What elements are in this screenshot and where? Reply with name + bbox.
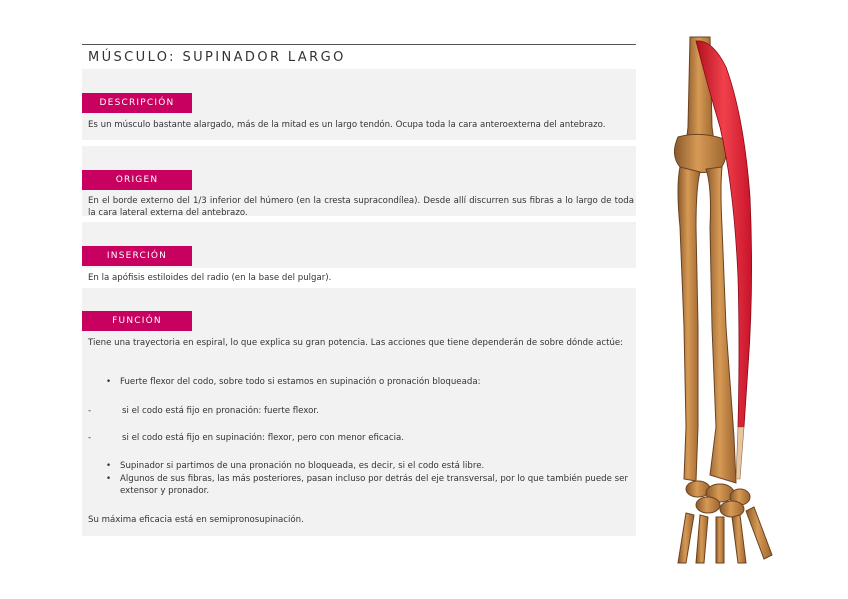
funcion-bullet-supinador-text: Supinador si partimos de una pronación no bloqueada, es decir, si el codo está libre. [120,461,485,471]
funcion-dash-pronacion [88,406,634,418]
funcion-bullet-flexor [104,377,634,389]
funcion-bullet-extensor [104,474,634,497]
forearm-svg [640,27,787,565]
funcion-dash-supinacion [88,433,634,445]
funcion-bullet-extensor-text: Algunos de sus fibras, las más posteriores, pasan incluso por detrás del eje transversal, por lo que también puede ser extensor y pronador. [120,474,628,496]
brachioradialis-tendon [736,427,744,479]
funcion-bullet-supinador [104,461,634,473]
funcion-dash-pronacion-text: si el codo está fijo en pronación: fuerte flexor. [122,406,319,416]
funcion-intro: Tiene una trayectoria en espiral, lo que explica su gran potencia. Las acciones que tiene dependerán de sobre dónde actúe: [88,338,624,348]
insercion-text: En la apófisis estiloides del radio (en la base del pulgar). [88,273,332,283]
forearm-illustration [640,27,787,565]
radius-bone [706,167,736,483]
muscle-sheet [82,44,636,536]
bullet-icon: • [106,474,112,484]
elbow-joint [674,134,726,172]
funcion-dash-supinacion-text: si el codo está fijo en supinación: flexor, pero con menor eficacia. [122,433,405,443]
carpal-bones [686,481,750,517]
section-label-insercion: INSERCIÓN [82,246,192,266]
title-rule [82,44,636,45]
funcion-closing: Su máxima eficacia está en semipronosupinación. [88,515,304,525]
dash-icon: - [88,406,92,416]
ulna-bone [678,167,700,481]
origen-text: En el borde externo del 1/3 inferior del húmero (en la cresta supracondílea). Desde allí discurren sus fibras a lo largo de toda la cara lateral externa del antebrazo. [88,196,634,218]
dash-icon: - [88,433,92,443]
descripcion-text: Es un músculo bastante alargado, más de la mitad es un largo tendón. Ocupa toda la cara anteroexterna del antebrazo. [88,120,606,130]
bullet-icon: • [106,461,112,471]
section-label-funcion: FUNCIÓN [82,311,192,331]
bullet-icon: • [106,377,112,387]
section-label-descripcion: DESCRIPCIÓN [82,93,192,113]
section-label-origen: ORIGEN [82,170,192,190]
funcion-bullet-flexor-text: Fuerte flexor del codo, sobre todo si estamos en supinación o pronación bloqueada: [120,377,481,387]
page-title: MÚSCULO: SUPINADOR LARGO [88,50,346,65]
